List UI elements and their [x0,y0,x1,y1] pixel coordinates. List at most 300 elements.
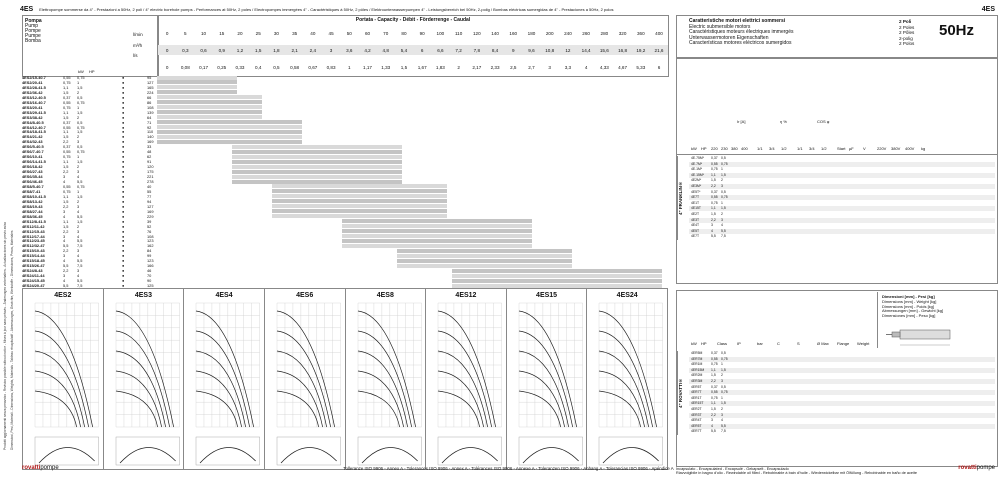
flow-value: 260 [582,30,590,36]
poles-list [899,19,914,47]
pump-model: 4ES12/15-43 [22,228,45,234]
flow-value: 0 [165,47,169,53]
motor-hp: 0,75 [721,390,728,395]
motor-row [689,396,995,401]
flow-value: 12 [565,47,571,53]
pump-kw: 1,1 [63,84,69,90]
motor-row [689,368,995,373]
head-curve [116,311,174,427]
pump-model: 4ES3/38-42 [22,114,43,120]
head-curve [35,311,93,427]
flow-value: 40 [310,30,316,36]
flow-value: 5,4 [400,47,408,53]
curve-plot [184,289,264,469]
poles-line: 2-polig [899,35,913,41]
motor-hp: 0,5 [721,189,726,194]
pump-kw: 1,1 [63,193,69,199]
pump-kw: 4 [63,258,66,264]
motor-col-header: 380 [731,146,738,151]
head-value: 46 [147,268,152,274]
unit-labels [133,30,159,62]
dimension-line: Dimensiones [mm] - Peso [kg] [882,312,936,318]
pump-kw: 0,75 [63,154,71,160]
flow-value: 45 [328,30,334,36]
motor-col-header: 220 [711,146,718,151]
motor-dot-icon: ● [122,203,125,209]
flow-value: 400 [655,30,663,36]
flow-value: 1,67 [417,64,427,70]
motor-col-header: 400 [741,146,748,151]
dimension-col-header: HP [701,341,707,346]
flow-value: 25 [255,30,261,36]
efficiency-curve [603,447,659,463]
motor-dot-icon: ● [122,169,125,175]
dimension-col-header: Flange [837,341,850,346]
flow-value: 50 [346,30,352,36]
flow-value: 6,6 [437,47,444,53]
pump-hp: 0,75 [77,99,85,105]
head-curve [196,351,246,427]
working-range-band [157,120,302,124]
flow-value: 70 [383,30,389,36]
motor-hp: 2 [721,212,723,216]
pump-hp: 4 [77,273,80,279]
flow-value: 0,17 [199,64,209,70]
pump-kw: 1,1 [63,218,69,224]
footnote-encapsulated: Incapsulato - Encapsulated - Encapsulé - Gekapselt - Encapsulado [676,467,789,471]
pump-model: 4ES4/18-41.5 [22,129,46,135]
flow-value: 80 [401,30,407,36]
efficiency-curve [281,447,337,463]
head-value: 110 [147,129,154,135]
head-curve [599,371,645,427]
efficiency-frame [519,437,583,465]
curve-chart [264,288,346,470]
motor-hp: 0,75 [721,356,728,361]
pump-hp: 1 [77,104,80,110]
motor-code: 4ER2T [691,407,702,411]
pump-hp: 0,75 [77,124,85,130]
curve-title: 4ES8 [376,292,394,299]
pump-hp: 0,75 [77,183,85,189]
motor-code: 4ER3T [691,412,702,417]
brand-suffix: pompe [976,465,995,471]
pump-hp: 7,5 [77,283,83,289]
top-header-bar [20,4,995,15]
head-value: 33 [147,144,152,150]
motor-kw: 2,2 [711,184,716,188]
pump-hp: 4 [77,253,80,259]
motor-dot-icon: ● [122,223,125,229]
pump-hp: 4 [77,233,80,239]
working-range-band [157,110,262,114]
motor-hp: 0,75 [721,195,728,200]
head-curve [358,311,416,427]
motor-code: 4E4T [691,223,700,228]
motor-dot-icon: ● [122,213,125,219]
working-range-band [342,229,532,233]
pump-model: 4ES12/23-45 [22,238,45,244]
working-range-band [272,184,447,188]
pump-model: 4ES15/14-44 [22,253,45,259]
working-range-band [232,165,402,169]
pump-kw: 2,2 [63,248,69,254]
pump-model: 4ES8/5-40.7 [22,183,44,189]
flow-value: 15,6 [599,47,609,53]
motor-code: 4ER1T [691,395,702,400]
pump-kw: 5,5 [63,243,69,249]
working-range-band [452,269,662,273]
unit-lmin: l/min [133,32,143,37]
motor-kw: 0,75 [711,200,718,205]
pump-label: Pumpe [25,33,41,39]
working-range-band [452,279,662,283]
pump-hp: 2 [77,164,80,170]
flow-value: 3,6 [346,47,353,53]
motor-col-header: 220V [877,146,887,151]
pump-kw: 2,2 [63,169,69,175]
series-code-right: 4ES [981,6,995,13]
head-value: 71 [147,119,152,125]
pump-model: 4ES8/10-41.5 [22,193,46,199]
flow-value: 4,8 [382,47,389,53]
working-range-band [272,194,447,198]
head-value: 62 [147,154,152,160]
pump-model: 4ES12/11-42 [22,223,45,229]
motor-code: 4ER5M [691,351,703,355]
motor-hp: 3 [721,379,723,383]
head-value: 84 [147,248,152,254]
pump-model: 4ES24/15-45 [22,278,45,284]
motor-code: 4E7T [691,195,700,200]
motor-code: 4E1T [691,200,700,205]
pump-kw: 0,37 [63,144,71,150]
flow-value: 3 [548,64,551,70]
motor-code: 4ER5T [691,384,702,389]
curve-chart [506,288,588,470]
motor-code: 4E3M* [691,184,702,188]
head-value: 76 [147,228,152,234]
pump-kw: 0,55 [63,149,71,155]
working-range-band [272,204,447,208]
motor-row [689,379,995,384]
working-range-band [157,76,237,80]
pump-model: 4ES8/7-41 [22,188,41,194]
motor-code: 4E3T [691,217,700,222]
flow-value: 2,17 [472,64,482,70]
pump-hp: 4 [77,208,80,214]
pump-kw: 2,2 [63,228,69,234]
pump-kw: 1,5 [63,198,69,204]
motor-dot-icon: ● [122,208,125,214]
head-value: 123 [147,238,154,244]
motor-row [689,424,995,429]
motor-kw: 1,5 [711,178,716,183]
pump-kw: 0,75 [63,188,71,194]
pump-kw: 2,2 [63,268,69,274]
pump-kw: 4 [63,213,66,219]
pump-hp: 1 [77,154,80,160]
flow-value: 360 [636,30,645,36]
motor-dot-icon: ● [122,263,125,269]
dimension-col-header: bar [757,341,763,346]
motor-hp: 0,5 [721,351,726,355]
flow-value: 0,5 [273,64,280,70]
motor-title-line: Electric submersible motors [689,23,751,30]
pump-hp: 0,75 [77,149,85,155]
footnote-rewindable: Riavvolgibile in bagno d'olio - Rewindable oil filled - Rebobinable à bain d'huile - Wiederwickelbar mit Ölfüllung - Rebobinable en baño de aceite [676,471,918,476]
motor-title [689,19,793,47]
motor-dot-icon: ● [122,79,125,85]
head-value: 99 [147,253,152,259]
pump-hp: 2 [77,198,80,204]
performance-panel [22,15,669,470]
flow-value: 0,67 [308,64,318,70]
brand-name: rovatti [958,465,977,471]
flow-value: 1,2 [236,47,244,53]
motor-row [689,429,995,434]
motor-hp: 1,5 [721,206,726,211]
pump-kw: 0,55 [63,183,71,189]
motor-dot-icon: ● [122,198,125,204]
motor-col-header: 3/4 [809,146,815,151]
motor-col-header: V [863,146,866,151]
motor-kw: 1,1 [711,206,716,211]
curve-plot [265,289,345,469]
motor-row [689,218,995,223]
pump-hp: 3 [77,203,80,209]
working-range-band [232,175,402,179]
motor-row [689,156,995,161]
motor-title-block [676,15,998,59]
flow-value: 10 [200,30,207,36]
brand-name: rovatti [22,465,41,471]
motor-hp: 0,75 [721,161,728,166]
pump-model: 4ES8/13-42 [22,198,43,204]
motor-code: 4E5T* [691,189,701,194]
motor-dot-icon: ● [122,99,125,105]
motor-kw: 0,55 [711,161,718,166]
flow-value: 2,4 [309,47,317,53]
pump-model: 4ES2/20-41 [22,79,43,85]
motor-title-line: Características motores eléctricos sumergidos [689,40,792,47]
flow-value: 320 [618,30,627,36]
motor-dot-icon: ● [122,253,125,259]
motor-col-header: µF [849,146,854,151]
pump-model: 4ES2/15-40.7 [22,75,46,80]
pump-kw: 2,2 [63,139,69,145]
working-range-band [232,155,402,159]
working-range-band [157,135,302,139]
flow-value: 0,83 [326,64,336,70]
motor-title-line: Caratteristiche motori elettrici sommersi [689,18,786,24]
dimension-col-header: Weight [857,341,870,346]
head-curve [116,371,162,427]
motor-dot-icon: ● [122,188,125,194]
flow-row-ls [158,62,668,72]
flow-value: 9,6 [528,47,535,53]
flow-value: 8,4 [491,47,499,53]
pump-model: 4ES2/28-41.5 [22,84,46,90]
motor-dot-icon: ● [122,243,125,249]
pump-kw: 4 [63,278,66,284]
pump-kw: 1,1 [63,159,69,165]
motor-hp: 1 [721,167,723,172]
motor-code: 4E7T [691,234,700,239]
efficiency-frame [358,437,422,465]
pump-model: 4ES12/8-41.5 [22,218,46,224]
motor-hp: 3 [721,217,723,222]
head-value: 229 [147,213,154,219]
pump-model: 4ES8/27-44 [22,208,43,214]
pump-model: 4ES8/36-45 [22,213,43,219]
head-value: 221 [147,174,154,180]
head-value: 140 [147,134,154,140]
pump-model: 4ES6/46-45 [22,179,43,185]
curve-title: 4ES4 [215,292,233,299]
flow-value: 0 [165,64,169,70]
flow-value: 90 [419,30,425,36]
pump-hp: 1 [77,188,80,194]
motor-dot-icon: ● [122,119,125,125]
pump-model: 4ES12/17-44 [22,233,45,239]
pump-kw: 4 [63,179,66,185]
efficiency-curve [120,447,176,463]
dimension-line: Dimensions [mm] - Weight [kg] [882,299,937,304]
motor-kw: 3 [711,418,713,423]
working-range-band [157,140,302,144]
head-value: 86 [147,99,152,105]
motor-kw: 1,5 [711,373,716,378]
flow-value: 21,6 [654,47,664,53]
motor-col-header: 3/4 [769,146,775,151]
head-curve [358,371,404,427]
working-range-band [342,219,532,223]
motor-row [689,162,995,167]
motor-kw: 0,37 [711,384,718,389]
dimension-col-header: C [777,341,780,346]
dimension-box [877,292,996,348]
motor-code: 4ER1M [691,362,703,367]
pump-kw: 1,5 [63,223,69,229]
motor-kw: 0,75 [711,362,718,367]
pump-model: 4ES6/14-41.5 [22,159,46,165]
head-curve [599,351,649,427]
working-range-band [157,90,237,94]
efficiency-frame [35,437,99,465]
pump-kw: 0,75 [63,104,71,110]
motor-kw: 2,2 [711,379,716,383]
motor-hp: 0,5 [721,384,726,389]
motor-dot-icon: ● [122,273,125,279]
dimension-line: Abmessungen [mm] - Gewicht [kg] [882,308,944,314]
motor-row [689,229,995,234]
pump-hp: 5,5 [77,258,83,264]
pump-hp: 1,5 [77,129,83,135]
head-curve [35,351,85,427]
motor-code: 4E.15M* [691,172,705,177]
pump-hp: 1,5 [77,84,83,90]
pump-kw: 5,5 [63,283,69,289]
motor-dot-icon: ● [122,228,125,234]
pump-model: 4ES12/32-47 [22,243,45,249]
working-range-band [272,214,447,218]
motor-row [689,195,995,200]
pump-model: 4ES3/12-40.5 [22,94,46,100]
motor-kw: 0,75 [711,395,718,400]
pump-hp: 3 [77,169,80,175]
motor-dot-icon: ● [122,159,125,165]
head-value: 125 [147,283,154,289]
pump-kw: 0,37 [63,119,71,125]
motor-col-group: COS φ [817,119,830,124]
working-range-band [232,160,402,164]
motor-code: 4ER7T [691,429,702,434]
working-range-band [342,239,532,243]
motor-hp: 2 [721,178,723,183]
flow-value: 140 [491,30,499,36]
working-range-band [397,264,572,268]
flow-value: 20 [237,30,243,36]
motor-dot-icon: ● [122,144,125,150]
motor-code: 4E2M* [691,178,702,183]
head-curve [358,351,408,427]
motor-row [689,413,995,418]
flow-value: 2,33 [490,64,500,70]
pump-kw: 1,5 [63,89,69,95]
head-curve [519,311,577,427]
head-value: 278 [147,179,154,185]
flow-value: 1,5 [400,64,408,70]
head-value: 70 [147,273,152,279]
motor-code: 4ER15T [691,401,704,406]
capacity-title: Portata - Capacity - Débit - Förderrenge - Caudal [355,17,471,23]
motor-row [689,212,995,217]
motor-row [689,357,995,362]
motor-row [689,390,995,395]
motor-dot-icon: ● [122,124,125,130]
motor-code: 4E.75M* [691,156,705,160]
motor-dot-icon: ● [122,218,125,224]
motor-brand-group: 4" FRANKLIN® [677,156,689,240]
pump-model: 4ES4/8-40.5 [22,119,44,125]
flow-value: 110 [454,30,463,36]
motor-kw: 1,5 [711,407,716,411]
side-note-dimensions: Dimensioni, Pesi, Materiali - Dimensions, Weights, Materials - Tableau récapitulatif - Abmessungen, Gewichte, Werkstoffe - Dimensiones, Pesos, Materiales [10,230,14,450]
motor-row [689,201,995,206]
motor-kw: 0,75 [711,167,718,172]
pump-kw: 0,75 [63,79,71,85]
pump-hp: 3 [77,228,80,234]
head-curve [519,371,565,427]
flow-value: 2,7 [528,64,535,70]
unit-m3h: m³/h [133,42,143,48]
efficiency-curve [39,447,95,463]
curve-plot [23,289,103,469]
motor-row [689,385,995,390]
motor-row [689,401,995,406]
pump-hp: 1,5 [77,193,83,199]
motor-kw: 4 [711,228,713,233]
pump-model: 4ES6/35-44 [22,174,43,180]
curve-plot [346,289,426,469]
curve-chart [345,288,427,470]
motor-kw: 0,55 [711,195,718,200]
curve-title: 4ES12 [455,292,477,299]
working-range-band [232,170,402,174]
motor-kw: 1,5 [711,212,716,216]
motor-hp: 1,5 [721,401,726,406]
